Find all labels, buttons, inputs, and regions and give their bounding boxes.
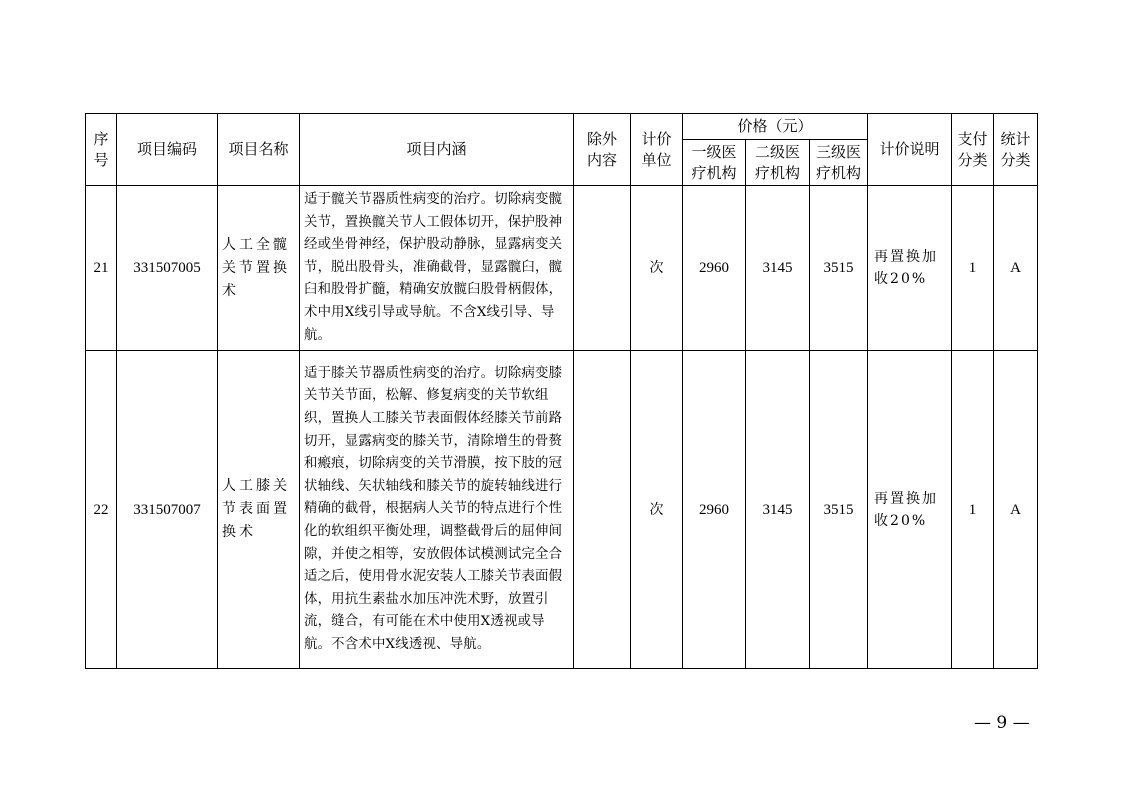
row-seq: 22 — [86, 351, 117, 669]
price-table — [85, 113, 1038, 669]
row-unit: 次 — [631, 351, 683, 669]
row-code: 331507007 — [117, 351, 218, 669]
row-stat-class: A — [994, 351, 1038, 669]
header-code: 项目编码 — [117, 114, 218, 186]
header-seq: 序 号 — [86, 114, 117, 186]
row-seq: 21 — [86, 186, 117, 351]
header-excluded: 除外 内容 — [574, 114, 631, 186]
row-price-level2: 3145 — [746, 186, 810, 351]
table-row — [86, 351, 1038, 669]
row-excluded — [574, 186, 631, 351]
row-note: 再置换加收20% — [868, 351, 952, 669]
header-pay-class: 支付 分类 — [952, 114, 994, 186]
row-name: 人工全髋关节置换术 — [218, 186, 300, 351]
row-unit: 次 — [631, 186, 683, 351]
row-price-level1: 2960 — [683, 186, 746, 351]
row-price-level3: 3515 — [810, 186, 868, 351]
header-stat-class: 统计 分类 — [994, 114, 1038, 186]
row-pay-class: 1 — [952, 186, 994, 351]
row-price-level2: 3145 — [746, 351, 810, 669]
header-content: 项目内涵 — [300, 114, 574, 186]
row-pay-class: 1 — [952, 351, 994, 669]
header-unit: 计价 单位 — [631, 114, 683, 186]
header-level3: 三级医 疗机构 — [810, 140, 868, 186]
header-name: 项目名称 — [218, 114, 300, 186]
row-stat-class: A — [994, 186, 1038, 351]
header-level1: 一级医 疗机构 — [683, 140, 746, 186]
header-note: 计价说明 — [868, 114, 952, 186]
table-row — [86, 186, 1038, 351]
row-content: 适于髋关节器质性病变的治疗。切除病变髋关节，置换髋关节人工假体切开，保护股神经或坐骨神经，保护股动静脉，显露病变关节，脱出股骨头，准确截骨，显露髋臼，髋臼和股骨扩髓，精确安放髋臼股骨柄假体，术中用X线引导或导航。不含X线引导、导航。 — [300, 186, 574, 351]
row-note: 再置换加收20% — [868, 186, 952, 351]
row-content: 适于膝关节器质性病变的治疗。切除病变膝关节关节面，松解、修复病变的关节软组织，置换人工膝关节表面假体经膝关节前路切开，显露病变的膝关节，清除增生的骨赘和瘢痕，切除病变的关节滑膜，按下肢的冠状轴线、矢状轴线和膝关节的旋转轴线进行精确的截骨，根据病人关节的特点进行个性化的软组织平衡处理，调整截骨后的屈伸间隙，并使之相等，安放假体试模测试完全合适之后，使用骨水泥安装人工膝关节表面假体，用抗生素盐水加压冲洗术野，放置引流，缝合，有可能在术中使用X透视或导航。不含术中X线透视、导航。 — [300, 351, 574, 669]
row-price-level1: 2960 — [683, 351, 746, 669]
row-price-level3: 3515 — [810, 351, 868, 669]
header-price-group: 价格（元） — [683, 114, 868, 140]
row-code: 331507005 — [117, 186, 218, 351]
row-excluded — [574, 351, 631, 669]
row-name: 人工膝关节表面置换术 — [218, 351, 300, 669]
page-number: — 9 — — [974, 713, 1030, 733]
header-level2: 二级医 疗机构 — [746, 140, 810, 186]
